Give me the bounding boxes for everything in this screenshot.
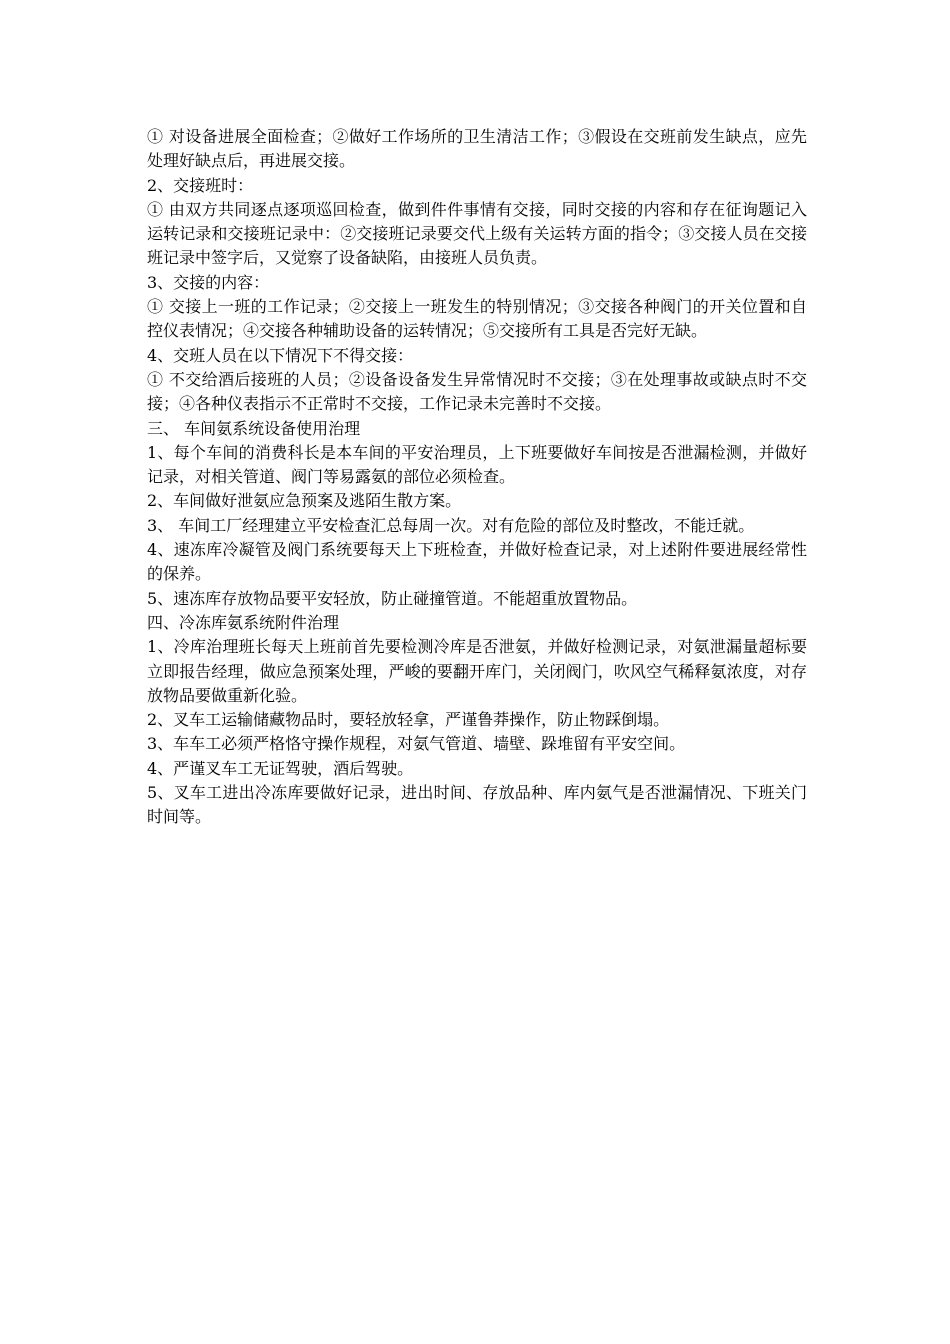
document-page [147,125,807,830]
list-item-workshop-2: 2、车间做好泄氨应急预案及逃陌生散方案。 [147,491,462,511]
list-item-cold-storage-1: 1、冷库治理班长每天上班前首先要检测冷库是否泄氨，并做好检测记录，对氨泄漏量超标要立即报告经理，做应急预案处理，严峻的要翻开库门，关闭阀门，吹风空气稀释氨浓度，对存放物品要做重新化验。 [147,637,807,705]
paragraph-handover-content: ① 交接上一班的工作记录；②交接上一班发生的特别情况；③交接各种阀门的开关位置和自控仪表情况；④交接各种辅助设备的运转情况；⑤交接所有工具是否完好无缺。 [147,297,807,341]
heading-handover-content: 3、交接的内容： [147,272,270,292]
list-item-workshop-5: 5、速冻库存放物品要平安轻放，防止碰撞管道。不能超重放置物品。 [147,588,638,608]
list-item-workshop-3: 3、 车间工厂经理建立平安检查汇总每周一次。对有危险的部位及时整改，不能迁就。 [147,515,755,535]
heading-during-handover: 2、交接班时： [147,175,254,195]
section-heading-workshop-ammonia: 三、 车间氨系统设备使用治理 [147,418,361,438]
paragraph-during-handover: ① 由双方共同逐点逐项巡回检查，做到件件事情有交接，同时交接的内容和存在征询题记入运转记录和交接班记录中：②交接班记录要交代上级有关运转方面的指令；③交接人员在交接班记录中签字后，又觉察了设备缺陷，由接班人员负责。 [147,199,807,268]
list-item-cold-storage-3: 3、车车工必须严格恪守操作规程，对氨气管道、墙壁、跺堆留有平安空间。 [147,734,686,754]
section-heading-cold-storage: 四、冷冻库氨系统附件治理 [147,612,340,632]
list-item-cold-storage-5: 5、叉车工进出冷冻库要做好记录，进出时间、存放品种、库内氨气是否泄漏情况、下班关门时间等。 [147,783,807,827]
list-item-cold-storage-4: 4、严谨叉车工无证驾驶，酒后驾驶。 [147,758,414,778]
list-item-cold-storage-2: 2、叉车工运输储藏物品时，要轻放轻拿，严谨鲁莽操作，防止物踩倒塌。 [147,710,670,730]
paragraph-handover-prep: ① 对设备进展全面检查；②做好工作场所的卫生清洁工作；③假设在交班前发生缺点，应先处理好缺点后，再进展交接。 [147,127,807,171]
heading-no-handover-conditions: 4、交班人员在以下情况下不得交接： [147,345,414,365]
paragraph-no-handover-conditions: ① 不交给酒后接班的人员；②设备设备发生异常情况时不交接；③在处理事故或缺点时不交接；④各种仪表指示不正常时不交接，工作记录未完善时不交接。 [147,369,807,414]
list-item-workshop-4: 4、速冻库冷凝管及阀门系统要每天上下班检查，并做好检查记录，对上述附件要进展经常性的保养。 [147,540,807,584]
list-item-workshop-1: 1、每个车间的消费科长是本车间的平安治理员，上下班要做好车间按是否泄漏检测，并做好记录，对相关管道、阀门等易露氨的部位必须检查。 [147,442,807,487]
